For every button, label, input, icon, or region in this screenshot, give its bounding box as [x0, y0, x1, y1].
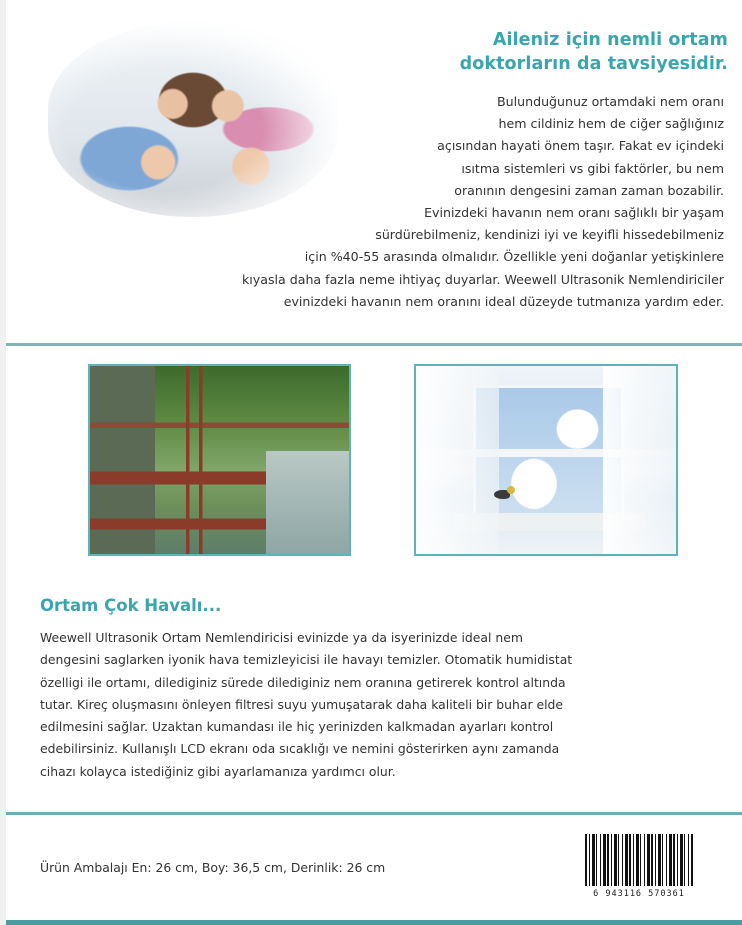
feature-line: özelligi ile ortamı, dilediginiz sürede dilediginiz nem oranına getirerek kontrol altında [40, 674, 566, 690]
feature-line: cihazı kolayca istediğiniz gibi ayarlamanıza yardımcı olur. [40, 763, 396, 779]
feature-title: Ortam Çok Havalı... [40, 596, 222, 615]
feature-line: edilmesini sağlar. Uzaktan kumandası ile hiç yerinizden kalkmadan ayarları kontrol [40, 719, 554, 735]
intro-line: hem cildiniz hem de ciğer sağlığınız [498, 116, 724, 132]
intro-line: oranının dengesini zaman zaman bozabilir. [454, 182, 724, 198]
intro-line: için %40-55 arasında olmalıdır. Özellikle yeni doğanlar yetişkinlere [304, 249, 724, 265]
intro-line: Bulunduğunuz ortamdaki nem oranı [496, 94, 724, 109]
package-dimensions: Ürün Ambalajı En: 26 cm, Boy: 36,5 cm, Derinlik: 26 cm [40, 860, 386, 875]
curtain-right [603, 366, 676, 554]
curtain-left [416, 366, 499, 554]
intro-line: evinizdeki havanın nem oranını ideal düzeyde tutmanıza yardım eder. [283, 293, 724, 309]
footer-divider-top [6, 812, 742, 815]
barcode-number: 6 943116 570361 [580, 889, 698, 899]
section-divider [6, 343, 742, 346]
feature-line: Weewell Ultrasonik Ortam Nemlendiricisi evinizde ya da isyerinizde ideal nem [40, 630, 523, 645]
bird-icon [494, 490, 510, 499]
feature-line: edebilirsiniz. Kullanışlı LCD ekranı oda sıcaklığı ve nemini gösterirken aynı zamanda [40, 741, 560, 757]
headline-line-1: Aileniz için nemli ortam [492, 30, 728, 50]
forest-lake-photo [88, 364, 351, 556]
headline [460, 28, 728, 76]
window-curtain-photo [414, 364, 678, 556]
intro-paragraph [34, 91, 724, 313]
footer-divider-bottom [6, 920, 742, 925]
intro-line: kıyasla daha fazla neme ihtiyaç duyarlar. Weewell Ultrasonik Nemlendiriciler [241, 271, 724, 287]
intro-line: Evinizdeki havanın nem oranı sağlıklı bir yaşam [424, 205, 724, 221]
feature-paragraph [40, 627, 730, 783]
page-left-edge [0, 0, 6, 925]
feature-line: tutar. Kireç oluşmasını önleyen filtresi suyu yumuşatarak daha kaliteli bir buhar elde [40, 696, 564, 712]
feature-line: dengesini saglarken iyonik hava temizleyicisi ile havayı temizler. Otomatik humidistat [40, 652, 573, 668]
intro-line: açısından hayati önem taşır. Fakat ev içindeki [437, 138, 724, 154]
intro-line: ısıtma sistemleri vs gibi faktörler, bu nem [461, 160, 724, 176]
intro-line: sürdürebilmeniz, kendinizi iyi ve keyifli hissedebilmeniz [375, 227, 724, 243]
lake-water [266, 451, 349, 554]
barcode [580, 829, 698, 899]
headline-line-2: doktorların da tavsiyesidir. [459, 54, 728, 74]
barcode-bars [585, 834, 693, 886]
